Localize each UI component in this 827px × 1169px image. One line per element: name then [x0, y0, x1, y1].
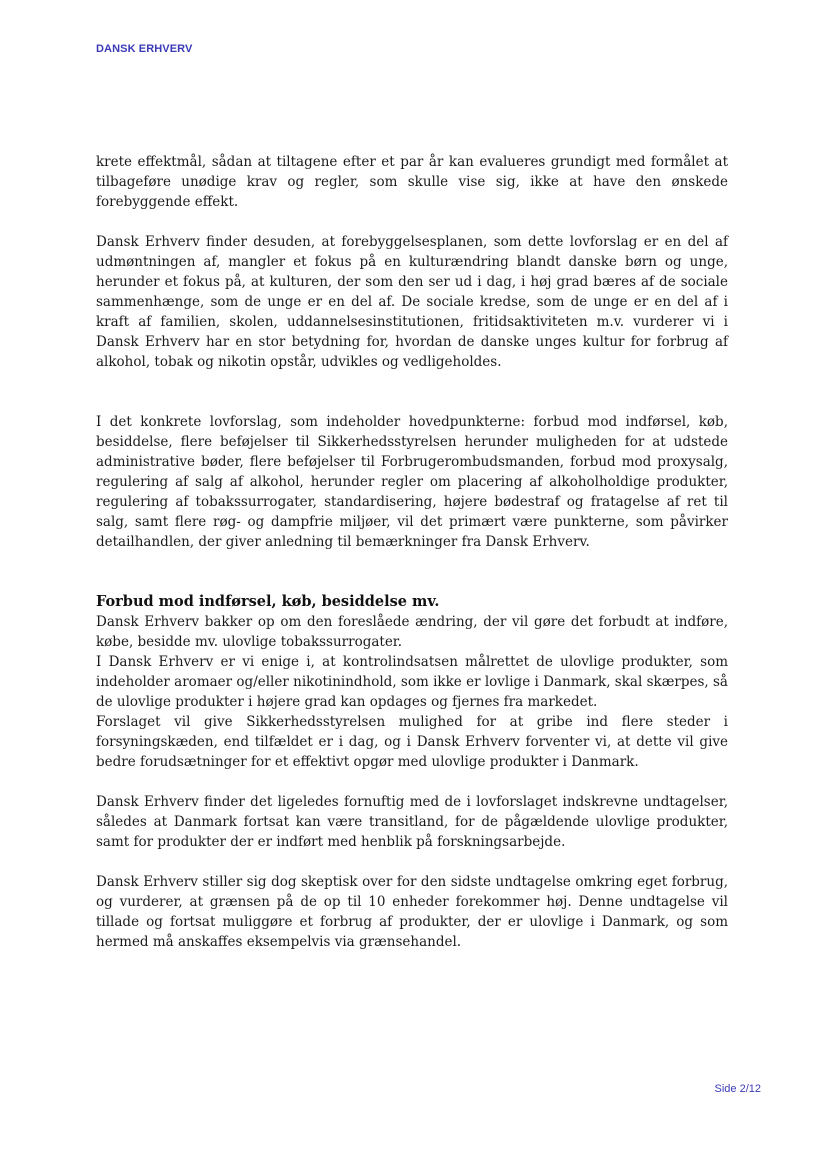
paragraph-support-change: Dansk Erhverv bakker op om den foreslåede ændring, der vil gøre det forbudt at indføre, købe, besidde mv. ulovlige tobakssurrogater.	[96, 614, 728, 650]
paragraph-safety-authority: Forslaget vil give Sikkerhedsstyrelsen mulighed for at gribe ind flere steder i forsyningskæden, end tilfældet er i dag, og i Dansk Erhverv forventer vi, at dette vil give bedre forudsætninger for et effektivt opgør med ulovlige produkter i Danmark.	[96, 714, 728, 770]
section-heading-import-ban: Forbud mod indførsel, køb, besiddelse mv.	[96, 593, 440, 610]
page-header-org-name: DANSK ERHVERV	[96, 43, 193, 55]
paragraph-culture-change: Dansk Erhverv finder desuden, at forebyggelsesplanen, som dette lovforslag er en del af udmøntningen af, mangler et fokus på en kulturændring blandt danske børn og unge, herunder et fokus på, at kulturen, der som den ser ud i dag, i høj grad bæres af de sociale sammenhænge, som de unge er en del af. De sociale kredse, som de unge er en del af i kraft af familien, skolen, uddannelsesinstitutionen, fritidsaktiviteten m.v. vurderer vi i Dansk Erhverv har en stor betydning for, hvordan de danske unges kultur for forbrug af alkohol, tobak og nikotin opstår, udvikles og vedligeholdes.	[96, 234, 728, 370]
document-body	[96, 152, 728, 952]
page-number: Side 2/12	[714, 1083, 761, 1095]
paragraph-exceptions: Dansk Erhverv finder det ligeledes fornuftig med de i lovforslaget indskrevne undtagelser, således at Danmark fortsat kan være transitland, for de pågældende ulovlige produkter, samt for produkter der er indført med henblik på forskningsarbejde.	[96, 794, 728, 850]
paragraph-main-points: I det konkrete lovforslag, som indeholder hovedpunkterne: forbud mod indførsel, køb, besiddelse, flere beføjelser til Sikkerhedsstyrelsen herunder muligheden for at udstede administrative bøder, flere beføjelser til Forbrugerombudsmanden, forbud mod proxysalg, regulering af salg af alkohol, herunder regler om placering af alkoholholdige produkter, regulering af tobakssurrogater, standardisering, højere bødestraf og fratagelse af ret til salg, samt flere røg- og dampfrie miljøer, vil det primært være punkterne, som påvirker detailhandlen, der giver anledning til bemærkninger fra Dansk Erhverv.	[96, 414, 728, 550]
paragraph-effect-goals: krete effektmål, sådan at tiltagene efter et par år kan evalueres grundigt med formålet at tilbageføre unødige krav og regler, som skulle vise sig, ikke at have den ønskede forebyggende effekt.	[96, 154, 728, 210]
paragraph-control-effort: I Dansk Erhverv er vi enige i, at kontrolindsatsen målrettet de ulovlige produkter, som indeholder aromaer og/eller nikotinindhold, som ikke er lovlige i Danmark, skal skærpes, så de ulovlige produkter i højere grad kan opdages og fjernes fra markedet.	[96, 654, 728, 710]
paragraph-own-use-skeptic: Dansk Erhverv stiller sig dog skeptisk over for den sidste undtagelse omkring eget forbrug, og vurderer, at grænsen på de op til 10 enheder forekommer høj. Denne undtagelse vil tillade og fortsat muliggøre et forbrug af produkter, der er ulovlige i Danmark, og som hermed må anskaffes eksempelvis via grænsehandel.	[96, 874, 728, 950]
